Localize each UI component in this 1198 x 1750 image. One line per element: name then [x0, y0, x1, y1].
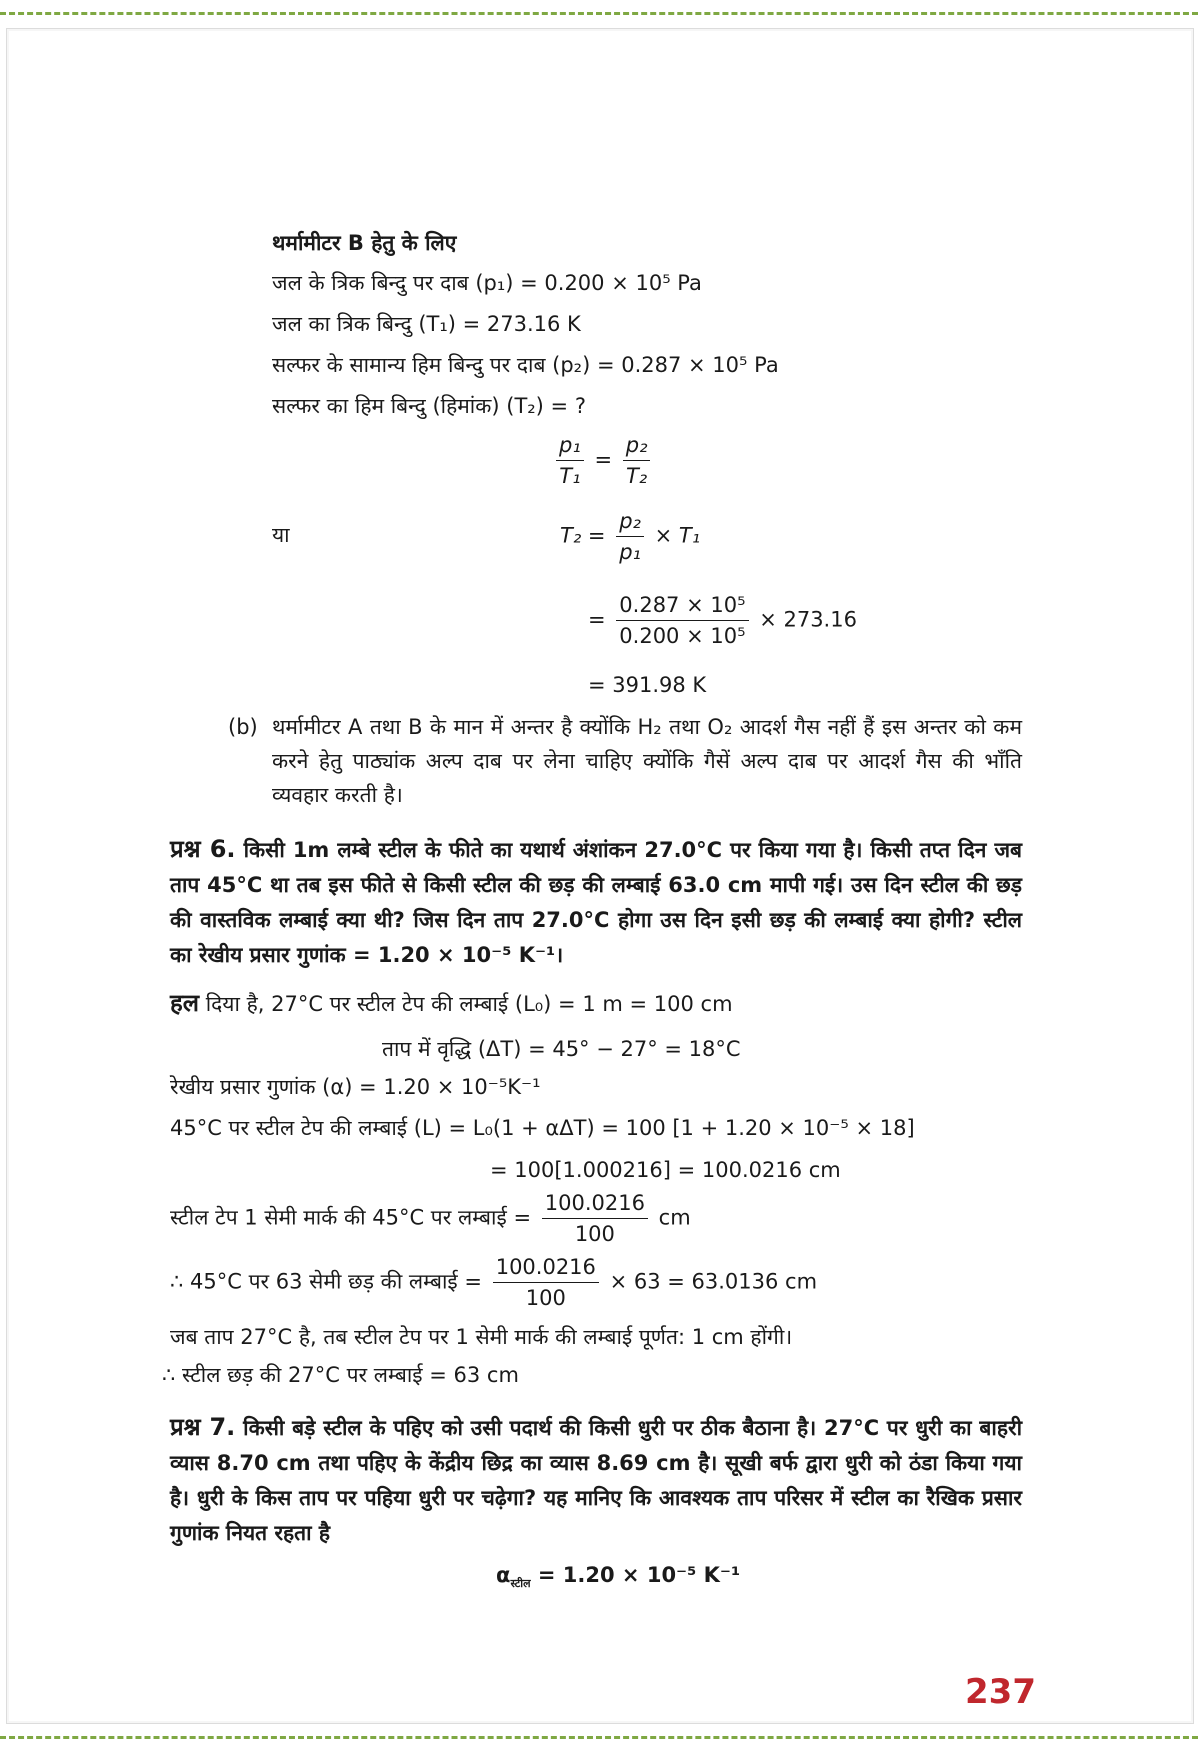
rod-length-at-27c: ∴ स्टील छड़ की 27°C पर लम्बाई = 63 cm [162, 1363, 519, 1387]
steel-coefficient-formula: $\alpha_{स्टील} = 1.20 \times 10^{-5}$ K⁻¹ [496, 1563, 741, 1591]
part-b-text: थर्मामीटर A तथा B के मान में अन्तर है क्योंकि H₂ तथा O₂ आदर्श गैस नहीं हैं इस अन्तर को कम करने हेतु पाठ्यांक अल्प दाब पर लेना चाहिए क्योंकि गैसें अल्प दाब पर आदर्श गैस की भाँति व्यवहार करती है। [272, 715, 1022, 807]
sulphur-point-temperature: सल्फर का हिम बिन्दु (हिमांक) (T₂) = ? [272, 394, 586, 418]
solution-label: हल [170, 989, 200, 1017]
ya-label: या [272, 523, 290, 547]
one-cm-mark-length: स्टील टेप 1 सेमी मार्क की 45°C पर लम्बाई = $\frac{100.0216}{100}$ cm [170, 1188, 691, 1249]
equation-substitution: = $\frac{\text{0.287 × 10⁵}}{\text{0.200 × 10⁵}}$ × 273.16 [588, 590, 857, 651]
equation-t2: T₂ = $\frac{\text{p₂}}{\text{p₁}}$ × T₁ [560, 506, 700, 567]
temperature-rise: ताप में वृद्धि (ΔT) = 45° − 27° = 18°C [382, 1037, 741, 1061]
triple-point-temperature: जल का त्रिक बिन्दु (T₁) = 273.16 K [272, 312, 581, 336]
mark-length-at-27c: जब ताप 27°C है, तब स्टील टेप पर 1 सेमी मार्क की लम्बाई पूर्णत: 1 cm होंगी। [170, 1325, 793, 1349]
question-7 [170, 1410, 1022, 1551]
triple-point-pressure: जल के त्रिक बिन्दु पर दाब (p₁) = 0.200 × 10⁵ Pa [272, 271, 702, 295]
question-6-text: किसी 1m लम्बे स्टील के फीते का यथार्थ अंशांकन 27.0°C पर किया गया है। किसी तप्त दिन जब ताप 45°C था तब इस फीते से किसी स्टील की छड़ की लम्बाई 63.0 cm मापी गई। उस दिन स्टील की छड़ की वास्तविक लम्बाई क्या थी? जिस दिन ताप 27.0°C होगा उस दिन इसी छड़ की लम्बाई क्या होगी? स्टील का रेखीय प्रसार गुणांक = 1.20 × 10⁻⁵ K⁻¹। [170, 838, 1023, 967]
expansion-coefficient: रेखीय प्रसार गुणांक (α) = 1.20 × 10⁻⁵K⁻¹ [170, 1075, 541, 1099]
part-b-label: (b) [228, 715, 258, 739]
question-6-label: प्रश्न 6. [170, 835, 236, 863]
equation-result: = 391.98 K [588, 673, 707, 697]
length-at-45c: 45°C पर स्टील टेप की लम्बाई (L) = L₀(1 + αΔT) = 100 [1 + 1.20 × 10⁻⁵ × 18] [170, 1116, 915, 1140]
sulphur-point-pressure: सल्फर के सामान्य हिम बिन्दु पर दाब (p₂) = 0.287 × 10⁵ Pa [272, 353, 779, 377]
question-7-text: किसी बड़े स्टील के पहिए को उसी पदार्थ की किसी धुरी पर ठीक बैठाना है। 27°C पर धुरी का बाहरी व्यास 8.70 cm तथा पहिए के केंद्रीय छिद्र का व्यास 8.69 cm है। सूखी बर्फ द्वारा धुरी को ठंडा किया गया है। धुरी के किस ताप पर पहिया धुरी पर चढ़ेगा? यह मानिए कि आवश्यक ताप परिसर में स्टील का रैखिक प्रसार गुणांक नियत रहता है [170, 1416, 1023, 1545]
page-number: 237 [965, 1672, 1036, 1712]
thermometer-b-heading: थर्मामीटर B हेतु के लिए [272, 231, 457, 255]
length-at-45c-result: = 100[1.000216] = 100.0216 cm [490, 1158, 841, 1182]
solution-6-line-1: हल दिया है, 27°C पर स्टील टेप की लम्बाई (L₀) = 1 m = 100 cm [170, 989, 733, 1017]
question-7-label: प्रश्न 7. [170, 1413, 236, 1441]
equation-ratio: $\frac{\text{p₁}}{\text{T₁}}$ = $\frac{\text{p₂}}{\text{T₂}}$ [552, 430, 654, 491]
question-6 [170, 832, 1022, 973]
bottom-border [0, 1726, 1198, 1750]
rod-length-at-45c: ∴ 45°C पर 63 सेमी छड़ की लम्बाई = $\frac{100.0216}{100}$ × 63 = 63.0136 cm [170, 1252, 817, 1313]
